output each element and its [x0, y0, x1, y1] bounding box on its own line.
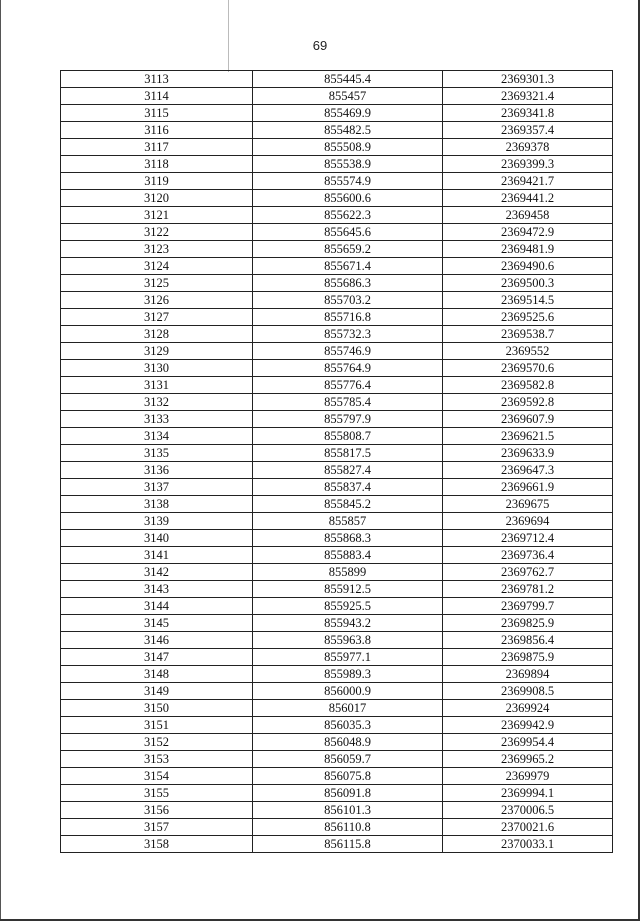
x-coordinate-cell: 855883.4	[253, 547, 443, 564]
point-id-cell: 3156	[61, 802, 253, 819]
y-coordinate-cell: 2369481.9	[443, 241, 613, 258]
table-row	[61, 258, 613, 275]
y-coordinate-cell: 2369781.2	[443, 581, 613, 598]
x-coordinate-cell: 856075.8	[253, 768, 443, 785]
table-row	[61, 530, 613, 547]
y-coordinate-cell: 2369592.8	[443, 394, 613, 411]
coordinate-table-body	[61, 71, 613, 853]
table-row	[61, 836, 613, 853]
y-coordinate-cell: 2369908.5	[443, 683, 613, 700]
y-coordinate-cell: 2369825.9	[443, 615, 613, 632]
point-id-cell: 3135	[61, 445, 253, 462]
x-coordinate-cell: 855925.5	[253, 598, 443, 615]
x-coordinate-cell: 856017	[253, 700, 443, 717]
table-row	[61, 496, 613, 513]
y-coordinate-cell: 2369525.6	[443, 309, 613, 326]
y-coordinate-cell: 2369633.9	[443, 445, 613, 462]
table-row	[61, 377, 613, 394]
y-coordinate-cell: 2370006.5	[443, 802, 613, 819]
x-coordinate-cell: 855977.1	[253, 649, 443, 666]
x-coordinate-cell: 856035.3	[253, 717, 443, 734]
page-edge-left	[0, 0, 1, 921]
x-coordinate-cell: 855574.9	[253, 173, 443, 190]
table-row	[61, 479, 613, 496]
x-coordinate-cell: 855686.3	[253, 275, 443, 292]
point-id-cell: 3114	[61, 88, 253, 105]
table-row	[61, 547, 613, 564]
y-coordinate-cell: 2369378	[443, 139, 613, 156]
table-row	[61, 768, 613, 785]
table-row	[61, 717, 613, 734]
table-row	[61, 190, 613, 207]
table-row	[61, 105, 613, 122]
point-id-cell: 3147	[61, 649, 253, 666]
table-row	[61, 71, 613, 88]
page-number: 69	[312, 38, 328, 53]
x-coordinate-cell: 855716.8	[253, 309, 443, 326]
point-id-cell: 3121	[61, 207, 253, 224]
point-id-cell: 3116	[61, 122, 253, 139]
x-coordinate-cell: 856000.9	[253, 683, 443, 700]
y-coordinate-cell: 2369490.6	[443, 258, 613, 275]
y-coordinate-cell: 2369341.8	[443, 105, 613, 122]
point-id-cell: 3157	[61, 819, 253, 836]
y-coordinate-cell: 2369979	[443, 768, 613, 785]
point-id-cell: 3143	[61, 581, 253, 598]
table-row	[61, 785, 613, 802]
point-id-cell: 3144	[61, 598, 253, 615]
point-id-cell: 3152	[61, 734, 253, 751]
y-coordinate-cell: 2369538.7	[443, 326, 613, 343]
x-coordinate-cell: 855600.6	[253, 190, 443, 207]
y-coordinate-cell: 2369675	[443, 496, 613, 513]
x-coordinate-cell: 855785.4	[253, 394, 443, 411]
table-row	[61, 292, 613, 309]
point-id-cell: 3148	[61, 666, 253, 683]
x-coordinate-cell: 855622.3	[253, 207, 443, 224]
point-id-cell: 3127	[61, 309, 253, 326]
y-coordinate-cell: 2369736.4	[443, 547, 613, 564]
x-coordinate-cell: 855845.2	[253, 496, 443, 513]
table-row	[61, 802, 613, 819]
point-id-cell: 3145	[61, 615, 253, 632]
table-row	[61, 598, 613, 615]
table-row	[61, 275, 613, 292]
point-id-cell: 3146	[61, 632, 253, 649]
point-id-cell: 3123	[61, 241, 253, 258]
point-id-cell: 3138	[61, 496, 253, 513]
y-coordinate-cell: 2369514.5	[443, 292, 613, 309]
point-id-cell: 3158	[61, 836, 253, 853]
x-coordinate-cell: 855837.4	[253, 479, 443, 496]
point-id-cell: 3119	[61, 173, 253, 190]
table-row	[61, 734, 613, 751]
x-coordinate-cell: 856101.3	[253, 802, 443, 819]
x-coordinate-cell: 855817.5	[253, 445, 443, 462]
y-coordinate-cell: 2369694	[443, 513, 613, 530]
table-row	[61, 343, 613, 360]
y-coordinate-cell: 2369965.2	[443, 751, 613, 768]
x-coordinate-cell: 856115.8	[253, 836, 443, 853]
point-id-cell: 3150	[61, 700, 253, 717]
table-row	[61, 564, 613, 581]
point-id-cell: 3124	[61, 258, 253, 275]
point-id-cell: 3134	[61, 428, 253, 445]
x-coordinate-cell: 855508.9	[253, 139, 443, 156]
y-coordinate-cell: 2369321.4	[443, 88, 613, 105]
coordinate-table	[60, 70, 613, 853]
y-coordinate-cell: 2370033.1	[443, 836, 613, 853]
x-coordinate-cell: 855469.9	[253, 105, 443, 122]
table-row	[61, 819, 613, 836]
table-row	[61, 666, 613, 683]
point-id-cell: 3118	[61, 156, 253, 173]
x-coordinate-cell: 855703.2	[253, 292, 443, 309]
table-row	[61, 326, 613, 343]
x-coordinate-cell: 855899	[253, 564, 443, 581]
x-coordinate-cell: 855457	[253, 88, 443, 105]
point-id-cell: 3120	[61, 190, 253, 207]
table-row	[61, 445, 613, 462]
x-coordinate-cell: 855808.7	[253, 428, 443, 445]
x-coordinate-cell: 856059.7	[253, 751, 443, 768]
y-coordinate-cell: 2369421.7	[443, 173, 613, 190]
x-coordinate-cell: 855776.4	[253, 377, 443, 394]
x-coordinate-cell: 855797.9	[253, 411, 443, 428]
x-coordinate-cell: 855482.5	[253, 122, 443, 139]
table-row	[61, 156, 613, 173]
x-coordinate-cell: 855912.5	[253, 581, 443, 598]
point-id-cell: 3130	[61, 360, 253, 377]
y-coordinate-cell: 2369500.3	[443, 275, 613, 292]
x-coordinate-cell: 855963.8	[253, 632, 443, 649]
x-coordinate-cell: 855659.2	[253, 241, 443, 258]
point-id-cell: 3140	[61, 530, 253, 547]
x-coordinate-cell: 855746.9	[253, 343, 443, 360]
y-coordinate-cell: 2369441.2	[443, 190, 613, 207]
table-row	[61, 700, 613, 717]
x-coordinate-cell: 855868.3	[253, 530, 443, 547]
table-row	[61, 394, 613, 411]
point-id-cell: 3125	[61, 275, 253, 292]
point-id-cell: 3132	[61, 394, 253, 411]
table-row	[61, 683, 613, 700]
y-coordinate-cell: 2369799.7	[443, 598, 613, 615]
y-coordinate-cell: 2369647.3	[443, 462, 613, 479]
y-coordinate-cell: 2369875.9	[443, 649, 613, 666]
point-id-cell: 3154	[61, 768, 253, 785]
table-row	[61, 360, 613, 377]
table-row	[61, 224, 613, 241]
point-id-cell: 3128	[61, 326, 253, 343]
table-row	[61, 139, 613, 156]
point-id-cell: 3149	[61, 683, 253, 700]
point-id-cell: 3153	[61, 751, 253, 768]
table-row	[61, 513, 613, 530]
x-coordinate-cell: 855732.3	[253, 326, 443, 343]
x-coordinate-cell: 855943.2	[253, 615, 443, 632]
point-id-cell: 3131	[61, 377, 253, 394]
point-id-cell: 3141	[61, 547, 253, 564]
y-coordinate-cell: 2369954.4	[443, 734, 613, 751]
table-row	[61, 411, 613, 428]
x-coordinate-cell: 855989.3	[253, 666, 443, 683]
x-coordinate-cell: 856048.9	[253, 734, 443, 751]
table-row	[61, 632, 613, 649]
point-id-cell: 3113	[61, 71, 253, 88]
point-id-cell: 3122	[61, 224, 253, 241]
x-coordinate-cell: 856091.8	[253, 785, 443, 802]
y-coordinate-cell: 2369399.3	[443, 156, 613, 173]
scan-fold-line	[228, 0, 229, 72]
y-coordinate-cell: 2369301.3	[443, 71, 613, 88]
point-id-cell: 3126	[61, 292, 253, 309]
y-coordinate-cell: 2369894	[443, 666, 613, 683]
point-id-cell: 3139	[61, 513, 253, 530]
x-coordinate-cell: 855827.4	[253, 462, 443, 479]
x-coordinate-cell: 855538.9	[253, 156, 443, 173]
table-row	[61, 173, 613, 190]
y-coordinate-cell: 2369661.9	[443, 479, 613, 496]
x-coordinate-cell: 855445.4	[253, 71, 443, 88]
table-row	[61, 581, 613, 598]
y-coordinate-cell: 2369458	[443, 207, 613, 224]
x-coordinate-cell: 856110.8	[253, 819, 443, 836]
table-row	[61, 428, 613, 445]
x-coordinate-cell: 855671.4	[253, 258, 443, 275]
point-id-cell: 3137	[61, 479, 253, 496]
x-coordinate-cell: 855764.9	[253, 360, 443, 377]
y-coordinate-cell: 2369552	[443, 343, 613, 360]
y-coordinate-cell: 2369570.6	[443, 360, 613, 377]
point-id-cell: 3117	[61, 139, 253, 156]
y-coordinate-cell: 2369994.1	[443, 785, 613, 802]
y-coordinate-cell: 2369924	[443, 700, 613, 717]
point-id-cell: 3155	[61, 785, 253, 802]
y-coordinate-cell: 2369762.7	[443, 564, 613, 581]
table-row	[61, 207, 613, 224]
y-coordinate-cell: 2369582.8	[443, 377, 613, 394]
x-coordinate-cell: 855857	[253, 513, 443, 530]
table-row	[61, 309, 613, 326]
table-row	[61, 649, 613, 666]
point-id-cell: 3151	[61, 717, 253, 734]
point-id-cell: 3129	[61, 343, 253, 360]
y-coordinate-cell: 2369712.4	[443, 530, 613, 547]
x-coordinate-cell: 855645.6	[253, 224, 443, 241]
y-coordinate-cell: 2369621.5	[443, 428, 613, 445]
point-id-cell: 3115	[61, 105, 253, 122]
point-id-cell: 3142	[61, 564, 253, 581]
table-row	[61, 615, 613, 632]
y-coordinate-cell: 2369942.9	[443, 717, 613, 734]
y-coordinate-cell: 2369856.4	[443, 632, 613, 649]
table-row	[61, 122, 613, 139]
y-coordinate-cell: 2370021.6	[443, 819, 613, 836]
y-coordinate-cell: 2369472.9	[443, 224, 613, 241]
point-id-cell: 3136	[61, 462, 253, 479]
y-coordinate-cell: 2369357.4	[443, 122, 613, 139]
table-row	[61, 88, 613, 105]
y-coordinate-cell: 2369607.9	[443, 411, 613, 428]
table-row	[61, 241, 613, 258]
point-id-cell: 3133	[61, 411, 253, 428]
table-row	[61, 751, 613, 768]
table-row	[61, 462, 613, 479]
